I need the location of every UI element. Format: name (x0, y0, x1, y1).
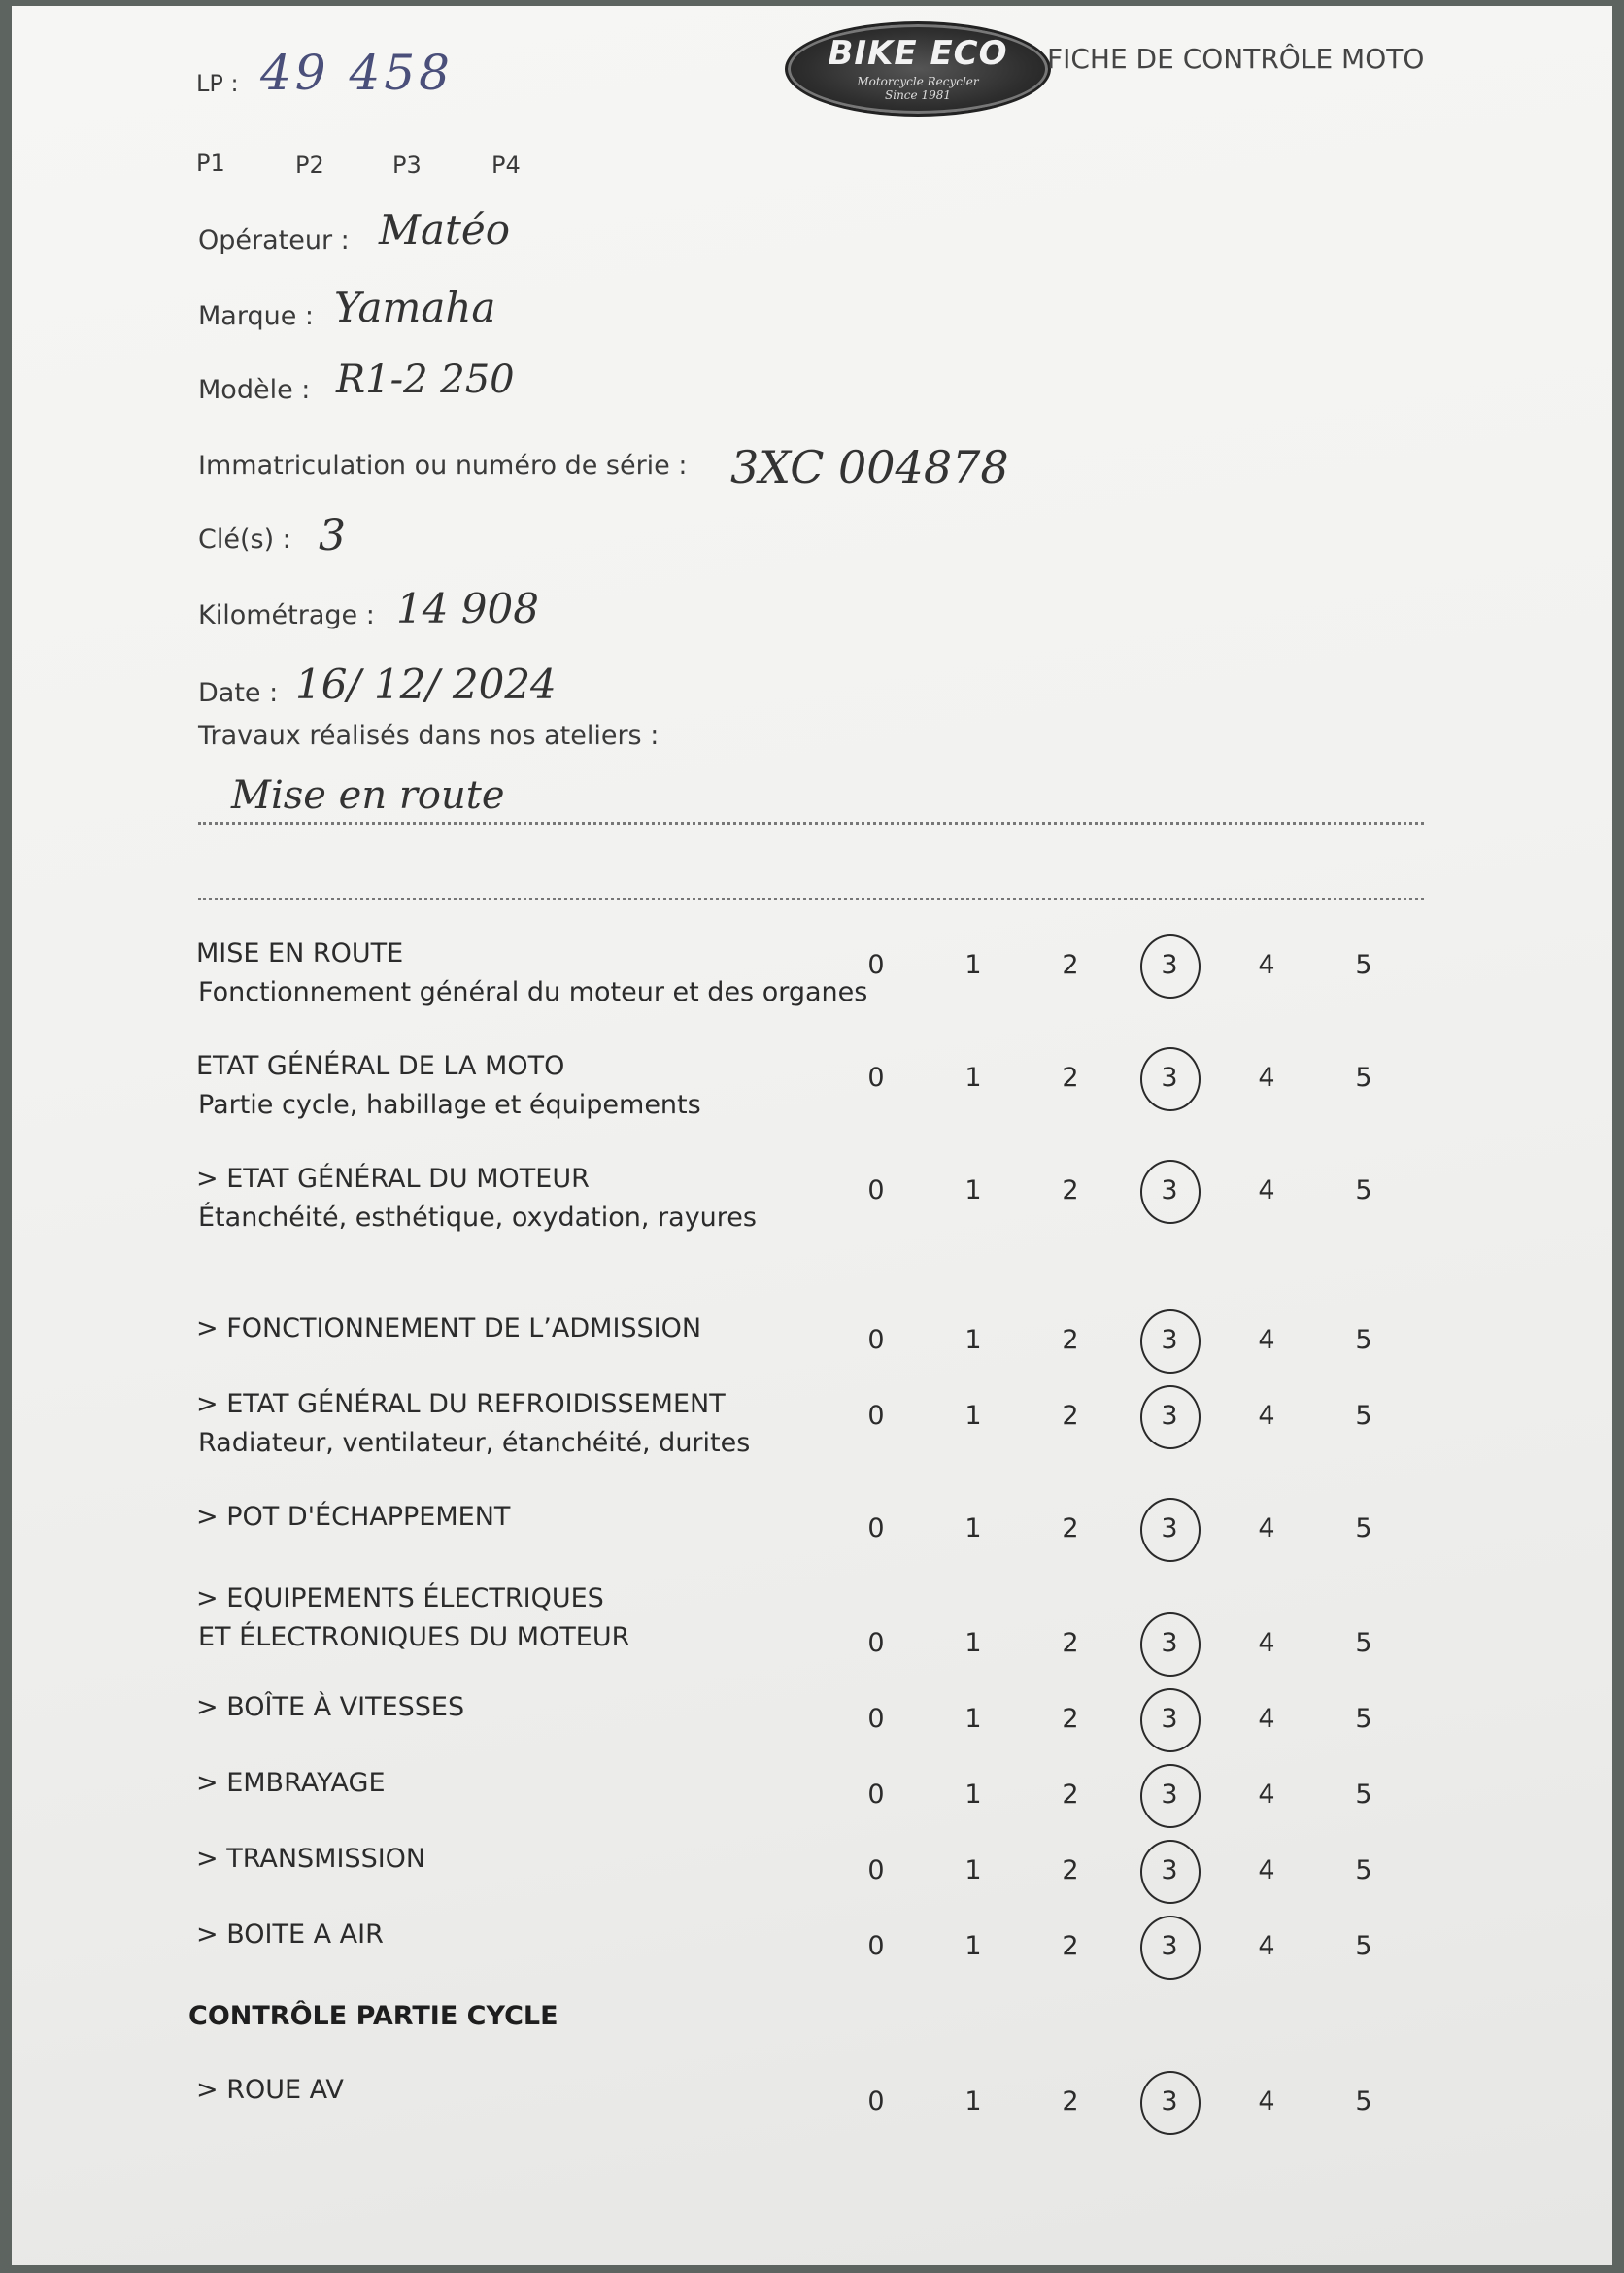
check-score-0[interactable]: 0 (867, 1513, 885, 1544)
check-row-subtitle: Radiateur, ventilateur, étanchéité, durites (198, 1428, 751, 1458)
section-controle-partie-cycle: CONTRÔLE PARTIE CYCLE (188, 2001, 558, 2031)
modele-value: R1-2 250 (336, 357, 515, 402)
marque-label: Marque : (198, 301, 315, 331)
check-score-1[interactable]: 1 (964, 1513, 982, 1544)
cycle-score-0[interactable]: 0 (867, 2086, 885, 2117)
check-score-5[interactable]: 5 (1355, 1175, 1372, 1205)
logo-text: BIKE ECO (828, 34, 1008, 73)
check-row-subtitle: Fonctionnement général du moteur et des organes (198, 977, 868, 1007)
cycle-score-4[interactable]: 4 (1258, 2086, 1275, 2117)
check-score-1[interactable]: 1 (964, 1704, 982, 1734)
check-score-1[interactable]: 1 (964, 1063, 982, 1093)
control-sheet (12, 6, 1612, 2265)
check-score-3[interactable]: 3 (1161, 1175, 1178, 1205)
check-score-2[interactable]: 2 (1062, 1780, 1079, 1810)
modele-label: Modèle : (198, 375, 311, 405)
position-p1: P1 (196, 150, 225, 177)
check-score-1[interactable]: 1 (964, 1628, 982, 1658)
operateur-label: Opérateur : (198, 225, 350, 255)
check-row-title: > BOÎTE À VITESSES (196, 1692, 465, 1722)
date-value: 16/ 12/ 2024 (295, 661, 557, 708)
cles-value: 3 (319, 511, 346, 560)
check-row-title: MISE EN ROUTE (196, 938, 404, 968)
operateur-value: Matéo (379, 206, 511, 254)
position-p4: P4 (491, 152, 521, 179)
check-score-4[interactable]: 4 (1258, 1931, 1275, 1961)
check-selected-circle (1140, 1160, 1201, 1224)
check-row-title: > EMBRAYAGE (196, 1768, 386, 1798)
logo-subtext-2: Since 1981 (885, 88, 951, 102)
position-p2: P2 (295, 152, 324, 179)
travaux-dotted-line-2 (198, 898, 1424, 900)
cycle-selected-circle (1140, 2071, 1201, 2135)
immatriculation-label: Immatriculation ou numéro de série : (198, 451, 688, 481)
check-score-0[interactable]: 0 (867, 1931, 885, 1961)
check-score-3[interactable]: 3 (1161, 950, 1178, 980)
check-score-2[interactable]: 2 (1062, 1855, 1079, 1885)
check-selected-circle (1140, 1047, 1201, 1111)
check-score-2[interactable]: 2 (1062, 1401, 1079, 1431)
check-score-5[interactable]: 5 (1355, 1401, 1372, 1431)
check-score-4[interactable]: 4 (1258, 1855, 1275, 1885)
date-label: Date : (198, 678, 279, 708)
immatriculation-value: 3XC 004878 (730, 441, 1009, 493)
check-score-0[interactable]: 0 (867, 1855, 885, 1885)
bike-eco-logo (785, 21, 1051, 117)
travaux-label: Travaux réalisés dans nos ateliers : (198, 721, 660, 751)
check-score-5[interactable]: 5 (1355, 1513, 1372, 1544)
check-score-3[interactable]: 3 (1161, 1704, 1178, 1734)
check-score-1[interactable]: 1 (964, 1855, 982, 1885)
check-row-title: > EQUIPEMENTS ÉLECTRIQUES (196, 1583, 604, 1613)
check-score-3[interactable]: 3 (1161, 1325, 1178, 1355)
travaux-dotted-line-1 (198, 822, 1424, 825)
check-score-2[interactable]: 2 (1062, 1513, 1079, 1544)
cycle-score-2[interactable]: 2 (1062, 2086, 1079, 2117)
kilometrage-label: Kilométrage : (198, 600, 375, 630)
check-score-2[interactable]: 2 (1062, 1325, 1079, 1355)
check-score-5[interactable]: 5 (1355, 1780, 1372, 1810)
check-selected-circle (1140, 1498, 1201, 1562)
check-score-5[interactable]: 5 (1355, 1855, 1372, 1885)
check-score-4[interactable]: 4 (1258, 950, 1275, 980)
check-score-0[interactable]: 0 (867, 950, 885, 980)
check-score-5[interactable]: 5 (1355, 1628, 1372, 1658)
check-selected-circle (1140, 934, 1201, 999)
check-selected-circle (1140, 1916, 1201, 1980)
check-score-0[interactable]: 0 (867, 1704, 885, 1734)
check-score-2[interactable]: 2 (1062, 1175, 1079, 1205)
check-score-0[interactable]: 0 (867, 1063, 885, 1093)
check-score-4[interactable]: 4 (1258, 1628, 1275, 1658)
check-selected-circle (1140, 1612, 1201, 1677)
check-score-1[interactable]: 1 (964, 950, 982, 980)
check-score-2[interactable]: 2 (1062, 1628, 1079, 1658)
check-score-3[interactable]: 3 (1161, 1401, 1178, 1431)
lp-value: 49 458 (260, 45, 454, 101)
check-score-4[interactable]: 4 (1258, 1401, 1275, 1431)
check-selected-circle (1140, 1688, 1201, 1752)
check-selected-circle (1140, 1385, 1201, 1449)
check-score-5[interactable]: 5 (1355, 950, 1372, 980)
check-row-title: > POT D'ÉCHAPPEMENT (196, 1502, 511, 1532)
check-score-1[interactable]: 1 (964, 1780, 982, 1810)
page-title: FICHE DE CONTRÔLE MOTO (1047, 43, 1425, 75)
check-score-3[interactable]: 3 (1161, 1855, 1178, 1885)
lp-label: LP : (196, 70, 239, 97)
kilometrage-value: 14 908 (396, 585, 539, 632)
check-selected-circle (1140, 1309, 1201, 1374)
check-score-4[interactable]: 4 (1258, 1175, 1275, 1205)
check-score-1[interactable]: 1 (964, 1325, 982, 1355)
check-score-3[interactable]: 3 (1161, 1063, 1178, 1093)
check-row-title: > BOITE A AIR (196, 1919, 384, 1950)
cycle-score-1[interactable]: 1 (964, 2086, 982, 2117)
check-row-title: > FONCTIONNEMENT DE L’ADMISSION (196, 1313, 702, 1343)
cycle-score-5[interactable]: 5 (1355, 2086, 1372, 2117)
check-row-title: > ETAT GÉNÉRAL DU REFROIDISSEMENT (196, 1389, 726, 1419)
check-score-3[interactable]: 3 (1161, 1628, 1178, 1658)
check-row-title: > ETAT GÉNÉRAL DU MOTEUR (196, 1164, 590, 1194)
check-score-3[interactable]: 3 (1161, 1513, 1178, 1544)
marque-value: Yamaha (334, 284, 496, 331)
cycle-score-3[interactable]: 3 (1161, 2086, 1178, 2117)
check-score-4[interactable]: 4 (1258, 1063, 1275, 1093)
check-score-1[interactable]: 1 (964, 1175, 982, 1205)
check-score-0[interactable]: 0 (867, 1325, 885, 1355)
travaux-value: Mise en route (231, 773, 505, 818)
cycle-row-title: > ROUE AV (196, 2075, 344, 2105)
check-row-subtitle: Partie cycle, habillage et équipements (198, 1090, 701, 1120)
check-score-3[interactable]: 3 (1161, 1780, 1178, 1810)
check-row-title: > TRANSMISSION (196, 1844, 426, 1874)
logo-subtext-1: Motorcycle Recycler (857, 75, 979, 88)
position-p3: P3 (392, 152, 422, 179)
check-score-0[interactable]: 0 (867, 1175, 885, 1205)
check-score-4[interactable]: 4 (1258, 1325, 1275, 1355)
check-score-5[interactable]: 5 (1355, 1325, 1372, 1355)
check-score-2[interactable]: 2 (1062, 1931, 1079, 1961)
check-score-0[interactable]: 0 (867, 1780, 885, 1810)
check-score-1[interactable]: 1 (964, 1931, 982, 1961)
check-score-1[interactable]: 1 (964, 1401, 982, 1431)
check-score-4[interactable]: 4 (1258, 1513, 1275, 1544)
check-score-5[interactable]: 5 (1355, 1704, 1372, 1734)
check-row-subtitle: Étanchéité, esthétique, oxydation, rayures (198, 1203, 757, 1233)
check-score-5[interactable]: 5 (1355, 1063, 1372, 1093)
check-score-2[interactable]: 2 (1062, 1063, 1079, 1093)
check-score-5[interactable]: 5 (1355, 1931, 1372, 1961)
check-row-title: ETAT GÉNÉRAL DE LA MOTO (196, 1051, 565, 1081)
check-score-0[interactable]: 0 (867, 1401, 885, 1431)
check-score-2[interactable]: 2 (1062, 950, 1079, 980)
check-selected-circle (1140, 1764, 1201, 1828)
check-score-2[interactable]: 2 (1062, 1704, 1079, 1734)
check-selected-circle (1140, 1840, 1201, 1904)
check-score-0[interactable]: 0 (867, 1628, 885, 1658)
check-row-subtitle: ET ÉLECTRONIQUES DU MOTEUR (198, 1622, 630, 1652)
check-score-4[interactable]: 4 (1258, 1704, 1275, 1734)
check-score-4[interactable]: 4 (1258, 1780, 1275, 1810)
check-score-3[interactable]: 3 (1161, 1931, 1178, 1961)
cles-label: Clé(s) : (198, 525, 291, 555)
